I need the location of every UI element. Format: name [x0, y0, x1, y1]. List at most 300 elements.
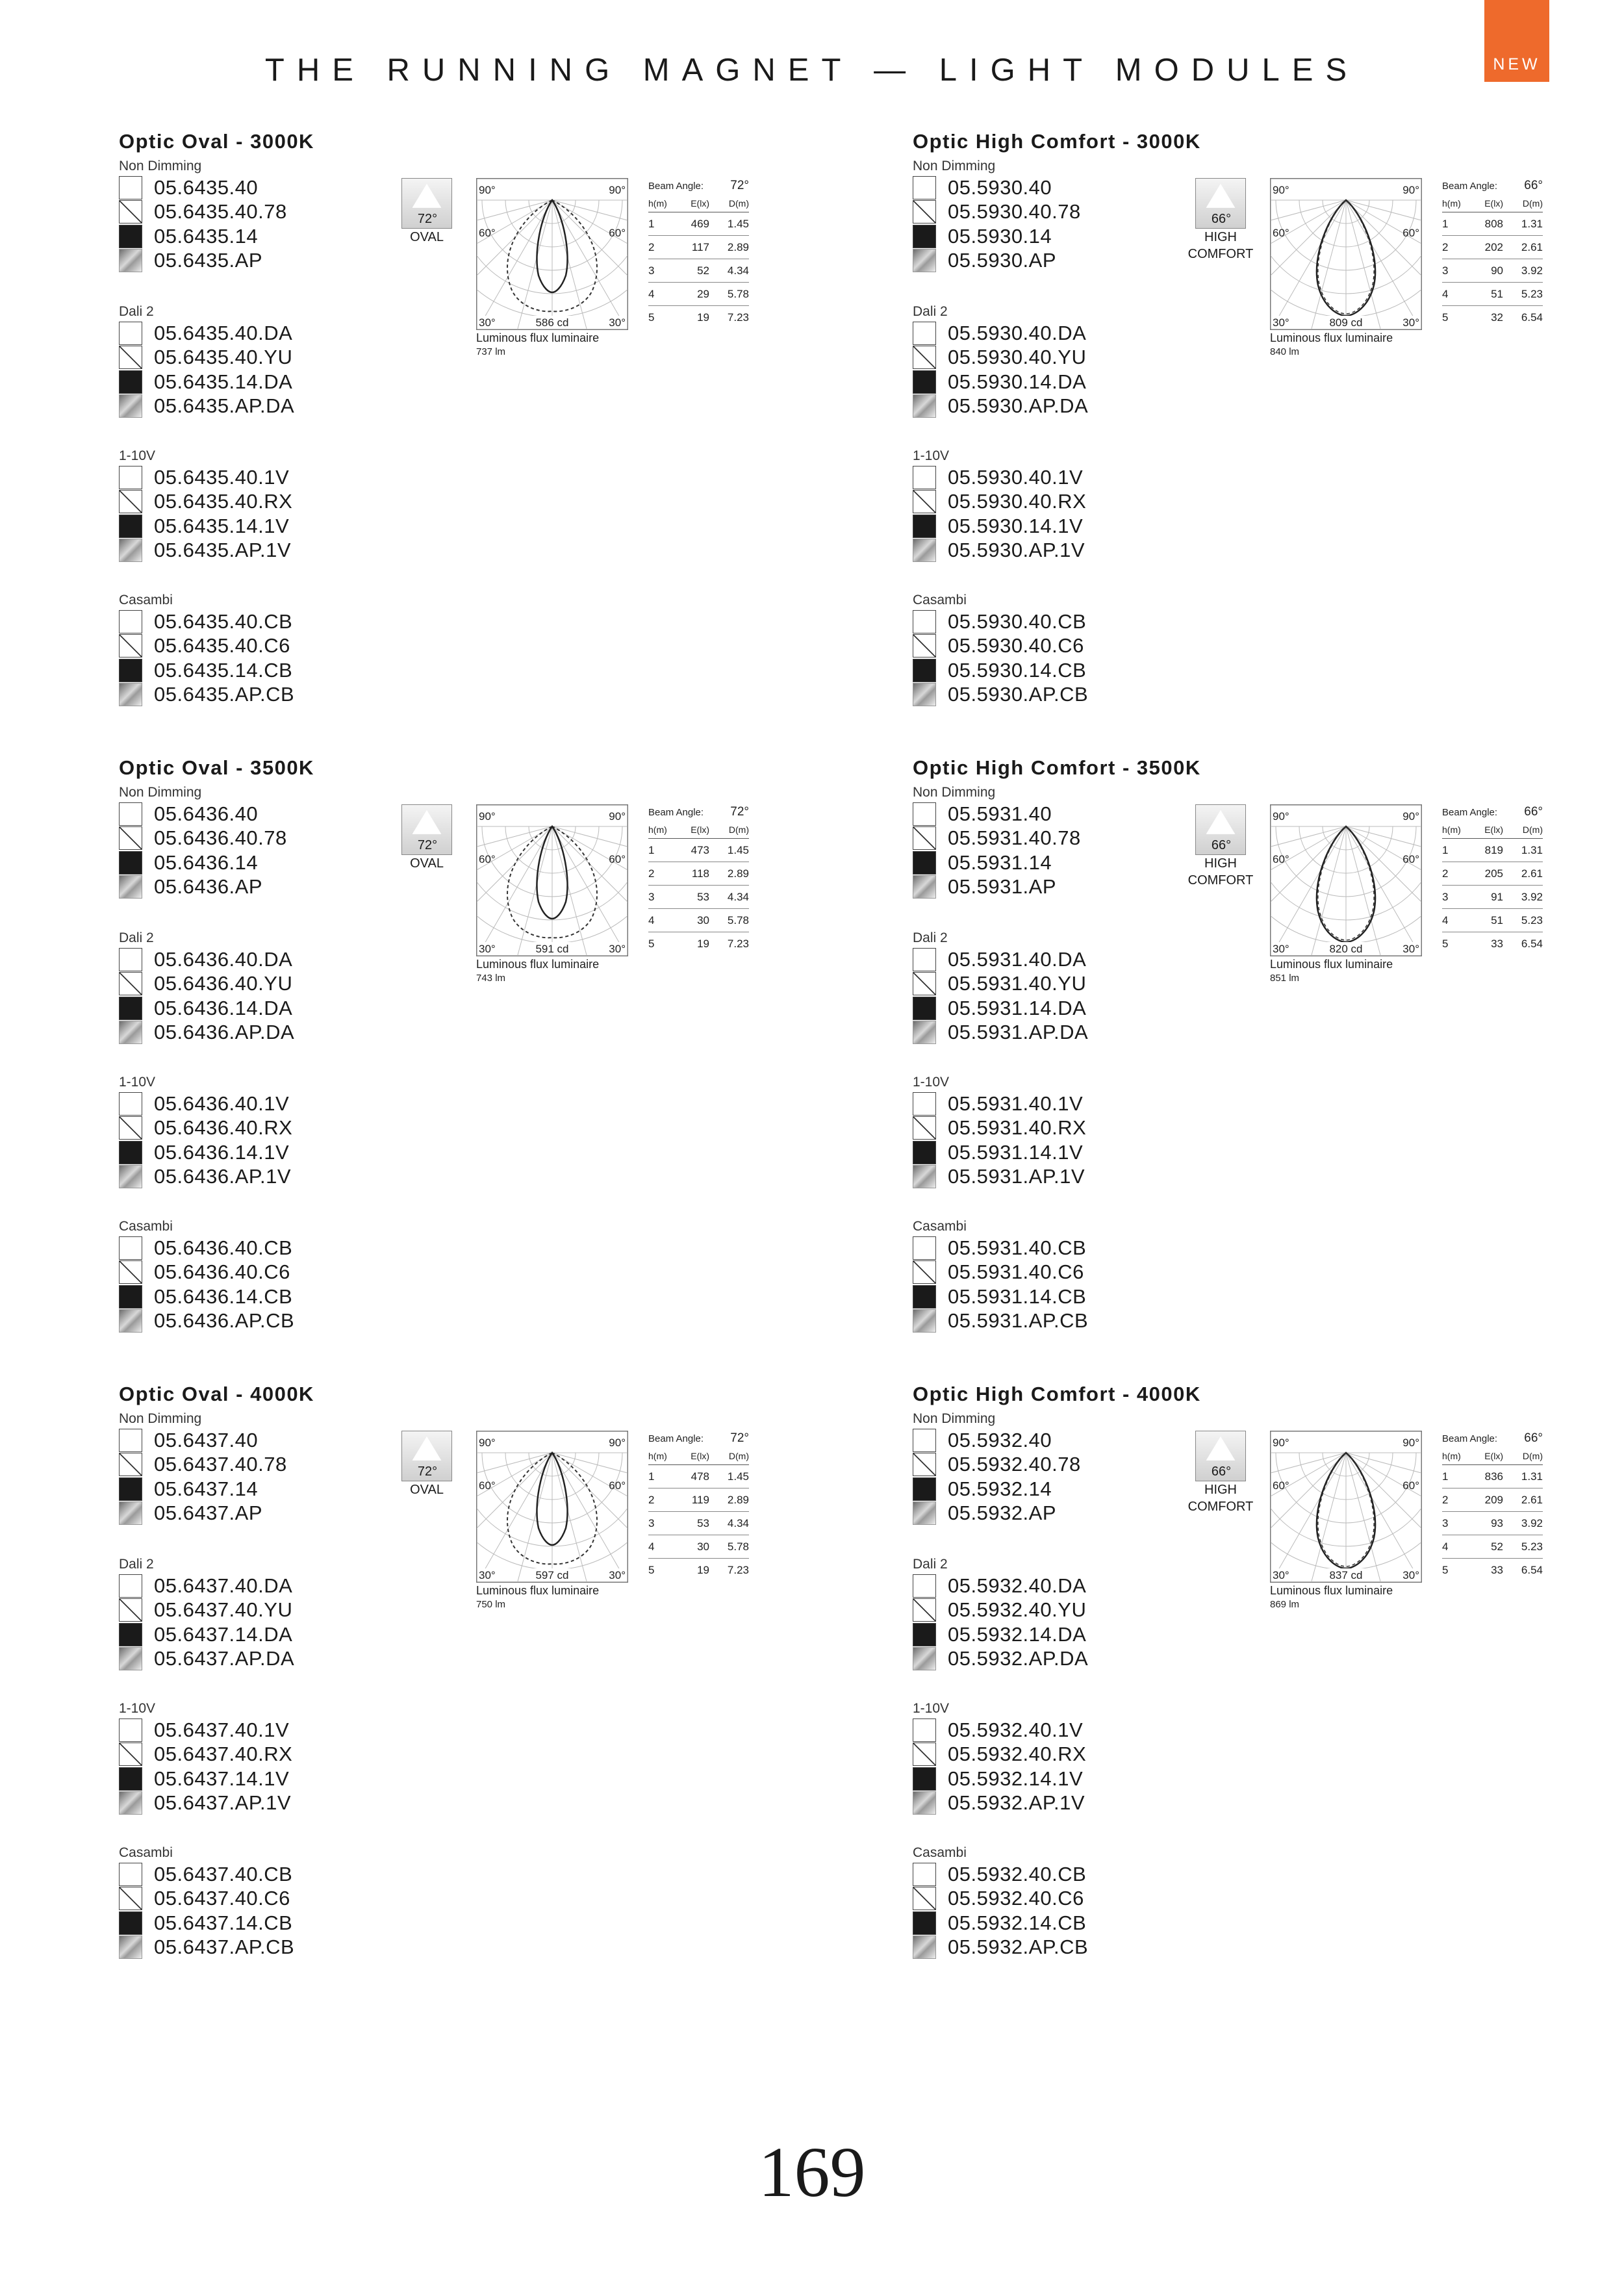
table-cell: 4	[648, 287, 655, 300]
table-cell: 2	[648, 867, 655, 880]
code-row	[913, 1622, 1250, 1647]
finish-swatch-slash	[119, 1743, 142, 1766]
finish-swatch-white	[913, 802, 936, 826]
optic-name-line: COMFORT	[1187, 1500, 1254, 1514]
finish-swatch-black	[119, 225, 142, 248]
code-row	[119, 972, 457, 997]
flux-value: 743 lm	[476, 973, 506, 984]
finish-swatch-slash	[119, 1453, 142, 1476]
code-group	[119, 1218, 457, 1333]
polar-label-90-left: 90°	[1273, 1437, 1289, 1449]
table-cell: 6.54	[1521, 1563, 1543, 1576]
polar-label-30-right: 30°	[1402, 1569, 1419, 1581]
polar-candela-label: 591 cd	[535, 943, 569, 955]
article-code: 05.6436.40.1V	[154, 1092, 290, 1115]
finish-swatch-white	[913, 466, 936, 489]
article-code: 05.6437.14	[154, 1477, 259, 1500]
photometric-table	[648, 803, 749, 955]
new-badge	[1484, 0, 1549, 82]
column-header: E(lx)	[1484, 198, 1503, 209]
article-code: 05.5931.40.YU	[948, 972, 1087, 995]
table-cell: 2	[1442, 1493, 1449, 1506]
beam-angle-row	[1442, 177, 1543, 195]
table-cell: 4.34	[727, 1516, 749, 1529]
finish-swatch-white	[119, 802, 142, 826]
table-cell: 1	[648, 217, 655, 230]
optic-beam-angle: 66°	[1211, 212, 1232, 226]
group-label: Non Dimming	[119, 785, 202, 800]
table-cell: 3	[1442, 264, 1449, 277]
finish-swatch-alu	[119, 1791, 142, 1815]
block-title: Optic Oval - 4000K	[119, 1383, 314, 1405]
flux-value: 851 lm	[1270, 973, 1300, 984]
group-label: Dali 2	[913, 930, 948, 945]
article-code: 05.5931.AP.DA	[948, 1021, 1089, 1044]
flux-label: Luminous flux luminaire	[1270, 331, 1393, 344]
table-cell: 473	[691, 843, 709, 856]
flux-label: Luminous flux luminaire	[476, 958, 600, 971]
table-cell: 91	[1491, 890, 1503, 903]
photometric-table	[1442, 177, 1543, 329]
code-row	[913, 321, 1250, 346]
code-row	[119, 1647, 457, 1672]
table-row	[1442, 839, 1543, 862]
table-cell: 2	[648, 240, 655, 253]
finish-swatch-white	[119, 610, 142, 633]
finish-swatch-black	[913, 1767, 936, 1791]
column-header: h(m)	[648, 198, 667, 209]
table-cell: 7.23	[727, 1563, 749, 1576]
block-title: Optic High Comfort - 3000K	[913, 130, 1201, 153]
finish-swatch-black	[119, 515, 142, 538]
article-code: 05.6436.14.DA	[154, 996, 293, 1019]
table-row	[1442, 259, 1543, 283]
code-row	[119, 683, 457, 708]
column-header: D(m)	[1522, 198, 1543, 209]
code-group	[913, 1073, 1250, 1189]
photometric-table	[648, 1429, 749, 1581]
flux-value: 840 lm	[1270, 346, 1300, 357]
beam-angle-label: Beam Angle:	[648, 806, 704, 818]
table-cell: 4	[1442, 913, 1449, 926]
article-code: 05.5930.40.YU	[948, 346, 1087, 369]
article-code: 05.5932.14.DA	[948, 1622, 1087, 1646]
code-row	[119, 394, 457, 419]
table-cell: 209	[1484, 1493, 1503, 1506]
article-code: 05.5930.40.DA	[948, 321, 1087, 344]
code-row	[913, 1260, 1250, 1285]
table-cell: 117	[691, 240, 709, 253]
table-cell: 30	[697, 913, 709, 926]
group-label: Casambi	[119, 1845, 173, 1860]
product-block	[119, 756, 833, 1380]
polar-diagram-container	[1270, 178, 1422, 330]
photometric-table	[1442, 1429, 1543, 1581]
article-code: 05.6436.AP.DA	[154, 1021, 295, 1044]
code-row	[913, 609, 1250, 634]
code-row	[119, 1284, 457, 1309]
polar-candela-label: 586 cd	[535, 316, 569, 329]
finish-swatch-slash	[119, 1887, 142, 1910]
finish-swatch-alu	[913, 1935, 936, 1959]
code-row	[913, 1862, 1250, 1887]
column-header: h(m)	[1442, 198, 1461, 209]
polar-label-30-left: 30°	[479, 1569, 496, 1581]
polar-label-90-left: 90°	[479, 810, 496, 823]
code-group	[119, 591, 457, 707]
column-header: D(m)	[728, 824, 749, 835]
article-code: 05.5931.40.RX	[948, 1116, 1087, 1140]
finish-swatch-alu	[913, 1309, 936, 1333]
article-code: 05.5931.14	[948, 850, 1052, 874]
group-label: 1-10V	[119, 1701, 156, 1716]
finish-swatch-black	[119, 1767, 142, 1791]
finish-swatch-alu	[119, 683, 142, 706]
finish-swatch-alu	[119, 1165, 142, 1188]
column-header: D(m)	[1522, 824, 1543, 835]
table-cell: 90	[1491, 264, 1503, 277]
code-row	[119, 1911, 457, 1935]
polar-label-60-right: 60°	[1402, 853, 1419, 865]
column-header: E(lx)	[691, 824, 709, 835]
article-code: 05.6437.40.1V	[154, 1718, 290, 1741]
code-group	[119, 1555, 457, 1671]
table-header	[1442, 1448, 1543, 1465]
polar-candela-label: 820 cd	[1329, 943, 1363, 955]
page-number: 169	[758, 2132, 866, 2212]
code-row	[913, 1598, 1250, 1623]
code-row	[119, 1501, 457, 1526]
code-row	[913, 394, 1250, 419]
table-cell: 5	[1442, 1563, 1449, 1576]
article-code: 05.6436.40.RX	[154, 1116, 293, 1140]
code-row	[913, 1092, 1250, 1116]
article-code: 05.6435.14.CB	[154, 658, 293, 682]
polar-label-30-left: 30°	[1273, 316, 1289, 329]
table-cell: 4	[648, 913, 655, 926]
table-row	[1442, 862, 1543, 886]
table-row	[648, 1535, 749, 1559]
article-code: 05.6437.40.YU	[154, 1598, 293, 1622]
code-row	[913, 1284, 1250, 1309]
table-cell: 5	[1442, 311, 1449, 324]
code-row	[119, 634, 457, 659]
finish-swatch-slash	[119, 1598, 142, 1622]
code-row	[119, 1092, 457, 1116]
article-code: 05.5930.40.1V	[948, 465, 1084, 489]
article-code: 05.5930.40.CB	[948, 609, 1087, 633]
table-cell: 53	[697, 890, 709, 903]
group-label: Non Dimming	[913, 1411, 996, 1426]
table-row	[648, 306, 749, 329]
optic-name-line: OVAL	[410, 1483, 444, 1497]
table-cell: 819	[1484, 843, 1503, 856]
table-cell: 5.78	[727, 287, 749, 300]
article-code: 05.5932.AP	[948, 1501, 1057, 1525]
optic-beam-angle: 66°	[1211, 1464, 1232, 1479]
table-row	[648, 932, 749, 955]
article-code: 05.6436.AP.1V	[154, 1165, 292, 1188]
finish-swatch-white	[119, 1429, 142, 1452]
table-cell: 51	[1491, 913, 1503, 926]
block-title: Optic Oval - 3500K	[119, 756, 314, 779]
table-cell: 469	[691, 217, 709, 230]
polar-label-90-left: 90°	[479, 184, 496, 196]
finish-swatch-black	[119, 997, 142, 1020]
table-row	[1442, 1512, 1543, 1535]
table-cell: 7.23	[727, 937, 749, 950]
article-code: 05.6435.AP.CB	[154, 683, 295, 706]
article-code: 05.6435.AP	[154, 249, 263, 272]
table-cell: 5	[1442, 937, 1449, 950]
finish-swatch-slash	[119, 972, 142, 995]
article-code: 05.6435.AP.1V	[154, 539, 292, 562]
optic-icon	[401, 1431, 452, 1481]
polar-label-30-right: 30°	[609, 1569, 626, 1581]
article-code: 05.6435.40.YU	[154, 346, 293, 369]
table-cell: 3	[1442, 1516, 1449, 1529]
code-row	[119, 1574, 457, 1598]
table-cell: 1	[1442, 1470, 1449, 1483]
finish-swatch-alu	[913, 1501, 936, 1525]
group-label: 1-10V	[119, 448, 156, 463]
article-code: 05.5930.14.DA	[948, 370, 1087, 393]
column-header: E(lx)	[691, 1451, 709, 1461]
table-row	[1442, 306, 1543, 329]
polar-candela-label: 837 cd	[1329, 1569, 1363, 1581]
polar-label-60-left: 60°	[479, 1479, 496, 1492]
finish-swatch-white	[119, 1574, 142, 1598]
finish-swatch-alu	[119, 1647, 142, 1670]
flux-value: 737 lm	[476, 346, 506, 357]
finish-swatch-alu	[119, 1501, 142, 1525]
group-label: 1-10V	[913, 448, 950, 463]
article-code: 05.5930.14	[948, 224, 1052, 248]
code-group	[913, 1555, 1250, 1671]
table-cell: 3.92	[1521, 1516, 1543, 1529]
table-cell: 93	[1491, 1516, 1503, 1529]
article-code: 05.6435.14.DA	[154, 370, 293, 393]
finish-swatch-white	[119, 1718, 142, 1742]
article-code: 05.6437.40.CB	[154, 1862, 293, 1885]
code-row	[913, 1743, 1250, 1767]
beam-angle-row	[648, 1429, 749, 1448]
table-cell: 118	[691, 867, 709, 880]
polar-label-30-left: 30°	[479, 943, 496, 955]
polar-label-90-right: 90°	[609, 810, 626, 823]
table-cell: 1.45	[727, 217, 749, 230]
polar-label-60-right: 60°	[1402, 1479, 1419, 1492]
code-row	[913, 346, 1250, 370]
finish-swatch-black	[119, 1477, 142, 1501]
code-row	[913, 1935, 1250, 1960]
beam-angle-label: Beam Angle:	[1442, 180, 1498, 192]
table-cell: 3	[1442, 890, 1449, 903]
article-code: 05.6437.14.1V	[154, 1767, 290, 1790]
table-header	[1442, 821, 1543, 839]
optic-icon	[1195, 1431, 1246, 1481]
code-row	[913, 1887, 1250, 1911]
finish-swatch-slash	[119, 490, 142, 513]
article-code: 05.6436.14	[154, 850, 259, 874]
finish-swatch-black	[119, 1911, 142, 1935]
article-code: 05.5931.14.1V	[948, 1140, 1084, 1164]
table-cell: 7.23	[727, 311, 749, 324]
table-row	[648, 886, 749, 909]
finish-swatch-black	[913, 997, 936, 1020]
table-cell: 1.31	[1521, 1470, 1543, 1483]
code-row	[119, 1791, 457, 1816]
article-code: 05.5932.40.DA	[948, 1574, 1087, 1597]
table-cell: 836	[1484, 1470, 1503, 1483]
optic-icon	[1195, 804, 1246, 855]
code-row	[913, 370, 1250, 394]
finish-swatch-slash	[119, 200, 142, 224]
code-group	[913, 447, 1250, 563]
article-code: 05.5931.40.CB	[948, 1236, 1087, 1259]
column-header: D(m)	[1522, 1451, 1543, 1461]
table-cell: 19	[697, 937, 709, 950]
article-code: 05.5931.AP	[948, 875, 1057, 899]
table-cell: 4	[1442, 1540, 1449, 1553]
finish-swatch-slash	[119, 1260, 142, 1284]
code-group	[913, 929, 1250, 1045]
article-code: 05.5931.40.78	[948, 826, 1081, 850]
finish-swatch-black	[913, 1285, 936, 1309]
finish-swatch-slash	[119, 634, 142, 658]
group-label: Dali 2	[913, 1557, 948, 1572]
article-code: 05.5930.AP	[948, 249, 1057, 272]
table-cell: 119	[691, 1493, 709, 1506]
table-cell: 52	[697, 264, 709, 277]
optic-name-line: HIGH	[1204, 1483, 1237, 1497]
polar-label-60-right: 60°	[609, 227, 626, 239]
code-row	[119, 346, 457, 370]
finish-swatch-alu	[119, 875, 142, 899]
table-header	[648, 821, 749, 839]
article-code: 05.5932.14.CB	[948, 1911, 1087, 1934]
block-title: Optic High Comfort - 4000K	[913, 1383, 1201, 1405]
polar-label-60-left: 60°	[1273, 853, 1289, 865]
product-block	[913, 756, 1624, 1380]
group-label: Dali 2	[913, 304, 948, 319]
polar-diagram-container	[476, 178, 628, 330]
table-cell: 2.89	[727, 240, 749, 253]
finish-swatch-slash	[913, 972, 936, 995]
code-row	[119, 539, 457, 563]
finish-swatch-alu	[119, 539, 142, 562]
code-row	[913, 658, 1250, 683]
article-code: 05.6437.AP.DA	[154, 1647, 295, 1670]
finish-swatch-white	[119, 466, 142, 489]
table-cell: 5.78	[727, 913, 749, 926]
finish-swatch-black	[913, 225, 936, 248]
code-row	[913, 1767, 1250, 1791]
group-label: Non Dimming	[119, 1411, 202, 1426]
column-header: E(lx)	[1484, 1451, 1503, 1461]
article-code: 05.5930.AP.DA	[948, 394, 1089, 418]
finish-swatch-slash	[913, 1887, 936, 1910]
table-cell: 51	[1491, 287, 1503, 300]
code-row	[913, 514, 1250, 539]
finish-swatch-alu	[119, 1021, 142, 1044]
block-title: Optic Oval - 3000K	[119, 130, 314, 153]
polar-candela-label: 809 cd	[1329, 316, 1363, 329]
polar-diagram-container	[1270, 804, 1422, 956]
code-row	[913, 1021, 1250, 1045]
table-cell: 33	[1491, 1563, 1503, 1576]
code-row	[913, 1165, 1250, 1190]
article-code: 05.6437.40	[154, 1428, 259, 1451]
article-code: 05.6437.14.DA	[154, 1622, 293, 1646]
finish-swatch-alu	[119, 1935, 142, 1959]
article-code: 05.5932.40.78	[948, 1453, 1081, 1476]
group-label: Casambi	[119, 1219, 173, 1234]
finish-swatch-white	[119, 322, 142, 345]
table-cell: 30	[697, 1540, 709, 1553]
table-cell: 4.34	[727, 264, 749, 277]
finish-swatch-black	[119, 851, 142, 875]
optic-beam-angle: 72°	[417, 1464, 438, 1479]
table-cell: 202	[1484, 240, 1503, 253]
table-row	[648, 236, 749, 259]
table-cell: 5.23	[1521, 913, 1543, 926]
polar-label-90-right: 90°	[1402, 184, 1419, 196]
code-row	[913, 1309, 1250, 1334]
article-code: 05.5932.40.YU	[948, 1598, 1087, 1622]
beam-angle-row	[648, 177, 749, 195]
finish-swatch-white	[913, 176, 936, 199]
table-cell: 29	[697, 287, 709, 300]
table-cell: 2	[1442, 240, 1449, 253]
finish-swatch-white	[119, 1863, 142, 1886]
table-cell: 53	[697, 1516, 709, 1529]
polar-label-30-left: 30°	[479, 316, 496, 329]
article-code: 05.6435.14.1V	[154, 514, 290, 537]
polar-label-60-left: 60°	[1273, 1479, 1289, 1492]
finish-swatch-alu	[913, 1791, 936, 1815]
code-row	[913, 539, 1250, 563]
code-row	[119, 465, 457, 490]
finish-swatch-black	[913, 1911, 936, 1935]
table-cell: 2.61	[1521, 867, 1543, 880]
polar-diagram	[476, 1431, 628, 1583]
polar-diagram-container	[1270, 1431, 1422, 1583]
code-row	[119, 1116, 457, 1141]
polar-label-60-left: 60°	[479, 227, 496, 239]
finish-swatch-white	[119, 176, 142, 199]
table-cell: 19	[697, 311, 709, 324]
table-cell: 1.31	[1521, 217, 1543, 230]
table-cell: 2.61	[1521, 240, 1543, 253]
code-row	[119, 1743, 457, 1767]
polar-diagram	[1270, 804, 1422, 956]
article-code: 05.5931.40	[948, 802, 1052, 825]
polar-diagram	[476, 804, 628, 956]
optic-name	[382, 229, 472, 246]
table-cell: 6.54	[1521, 937, 1543, 950]
table-row	[648, 862, 749, 886]
code-group	[913, 1700, 1250, 1815]
article-code: 05.6437.40.RX	[154, 1743, 293, 1766]
group-label: Dali 2	[119, 1557, 154, 1572]
article-code: 05.6436.40.YU	[154, 972, 293, 995]
polar-label-90-right: 90°	[609, 184, 626, 196]
beam-angle-value: 72°	[730, 1431, 749, 1445]
table-row	[1442, 236, 1543, 259]
article-code: 05.6437.40.C6	[154, 1887, 290, 1910]
beam-angle-value: 72°	[730, 805, 749, 819]
